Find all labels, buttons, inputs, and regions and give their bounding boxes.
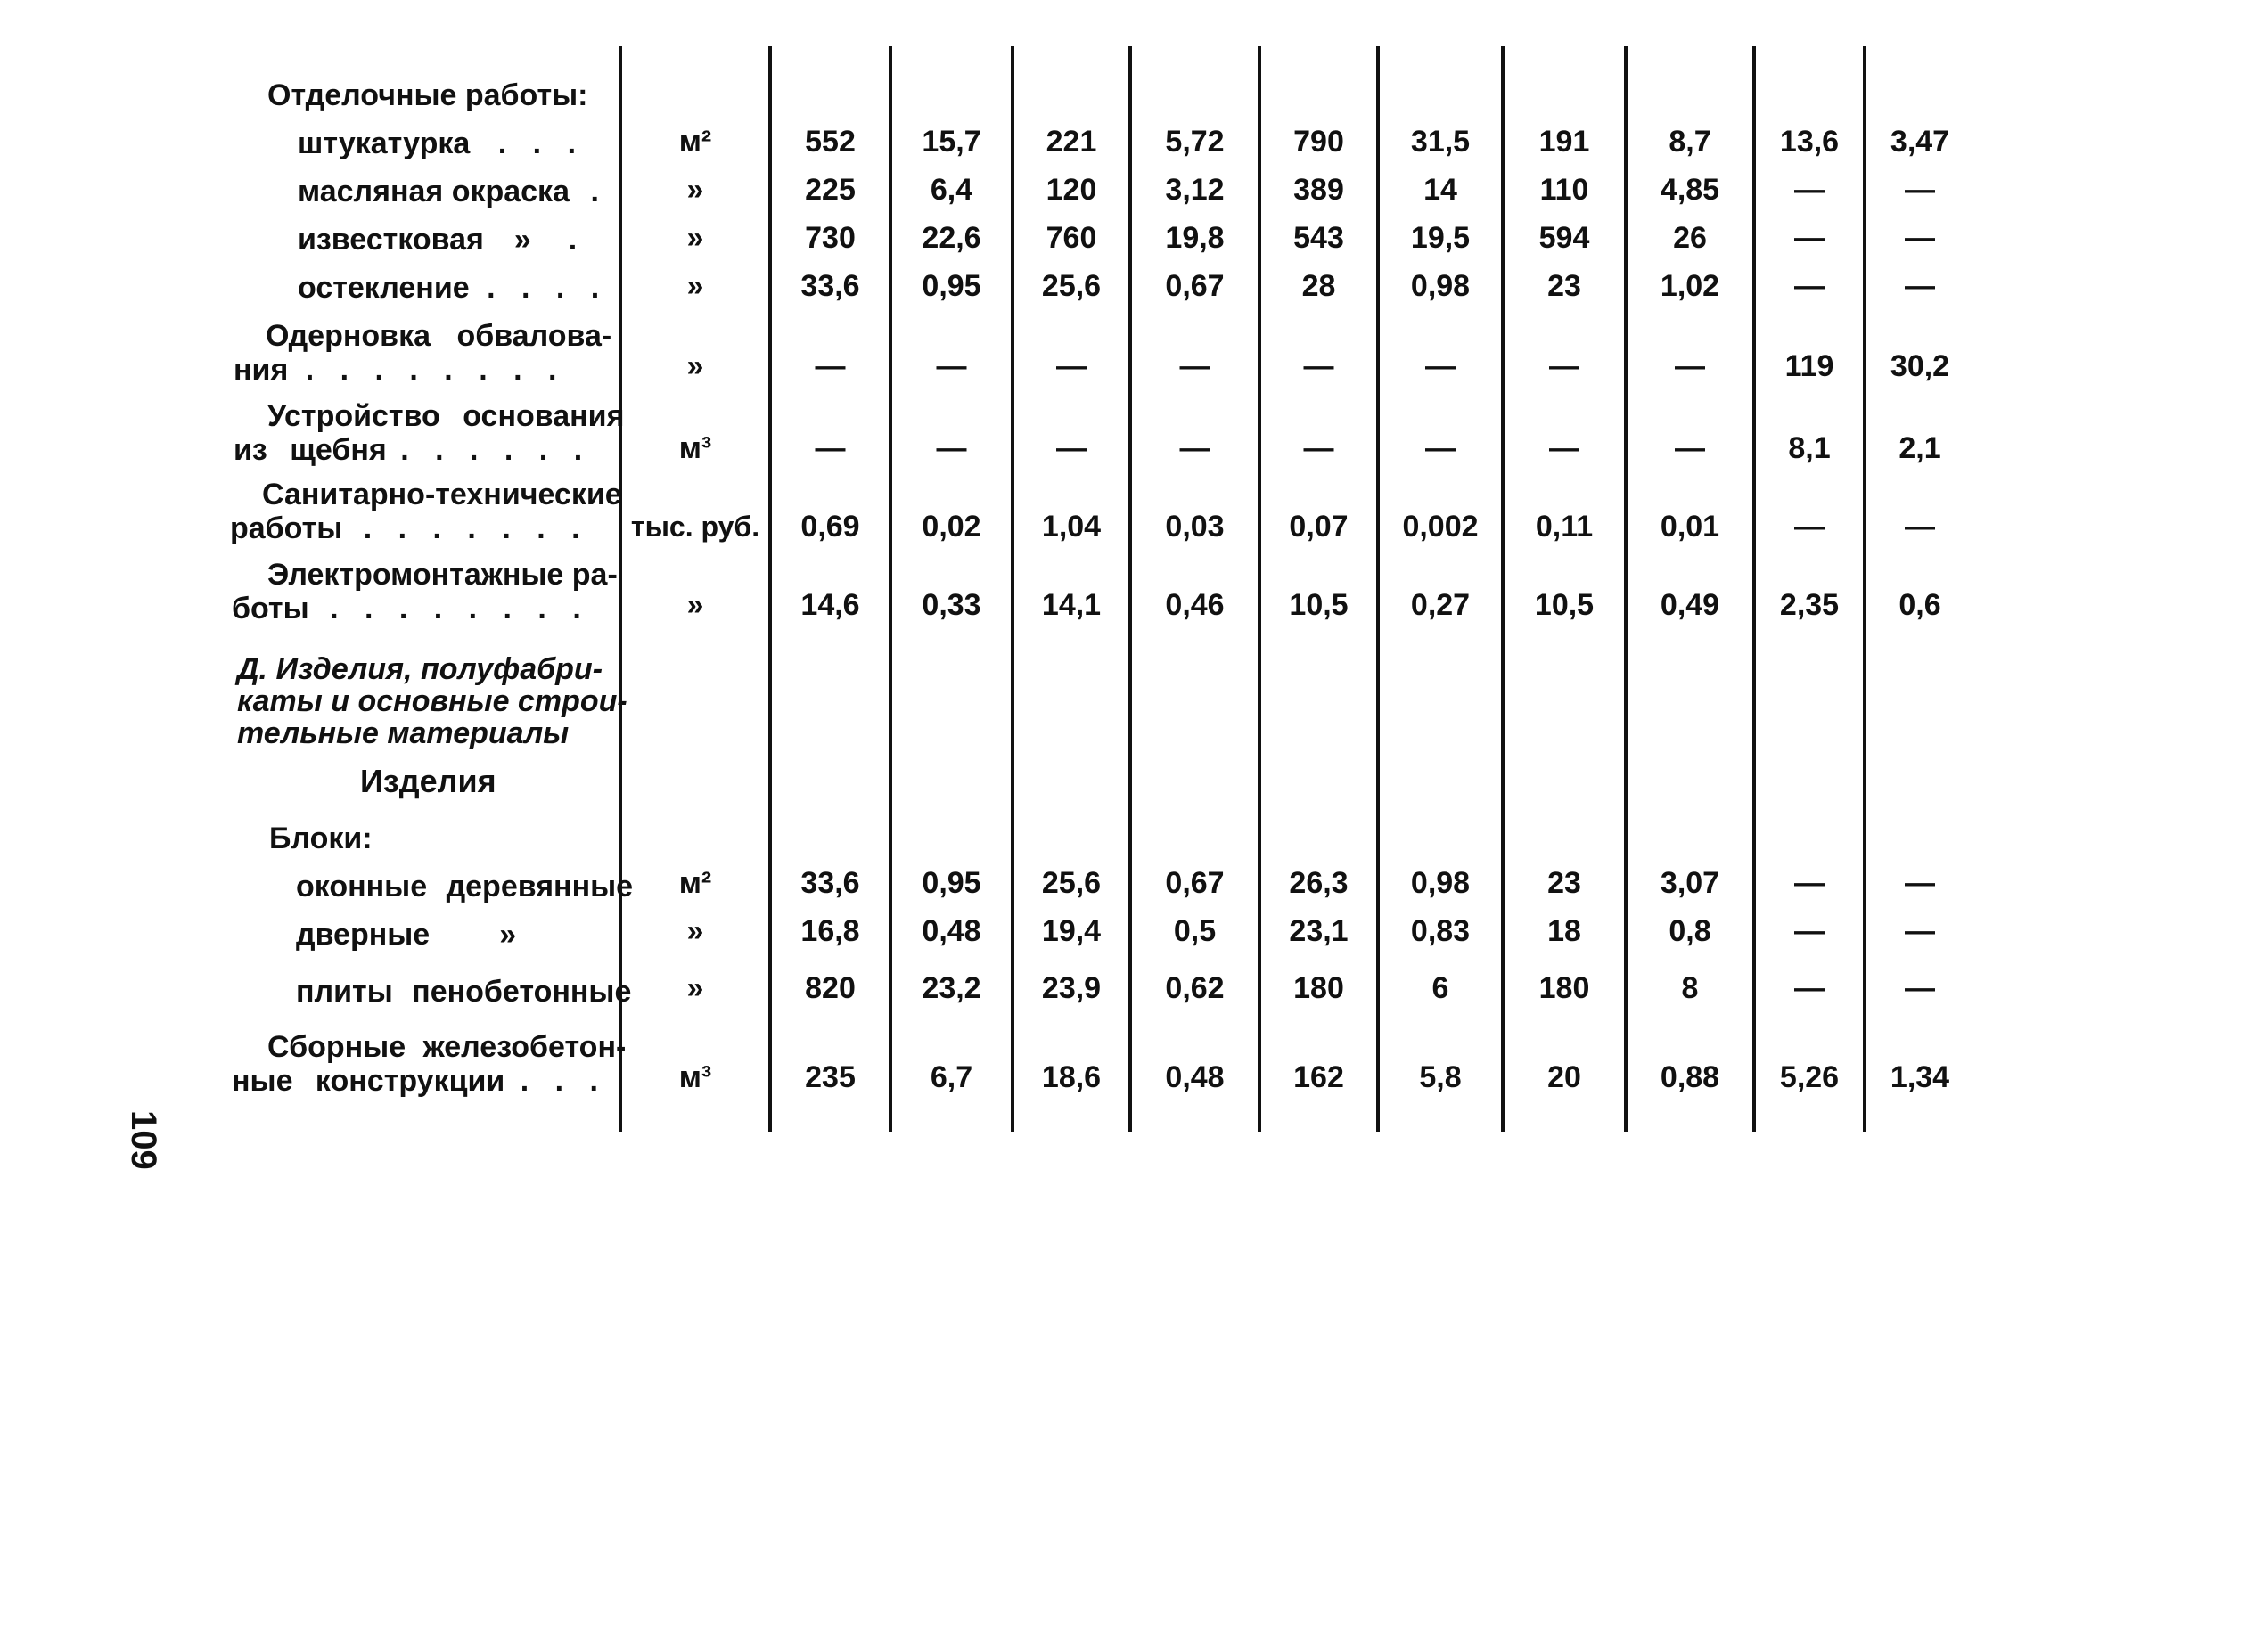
table-cell: 5,8 [1419,1060,1462,1094]
table-cell: 6,4 [930,173,973,207]
table-cell: 225 [805,173,856,207]
table-cell: — [1794,221,1825,255]
row-unit: » [686,173,704,207]
row-label: штукатурка . . . [298,127,586,160]
row-label-line: ные конструкции . . . [232,1064,607,1098]
row-unit: » [686,971,704,1005]
table-cell: — [815,431,846,465]
row-label: остекление . . . . [298,271,609,305]
table-cell: 552 [805,125,856,159]
table-cell: 760 [1046,221,1097,255]
table-cell: 110 [1539,173,1589,207]
table-cell: 8,7 [1669,125,1711,159]
table-cell: — [1905,914,1935,948]
table-cell: 19,4 [1041,914,1102,948]
table-cell: 0,95 [922,866,981,900]
row-unit: » [686,349,704,383]
table-cell: — [1794,914,1825,948]
table-cell: 119 [1784,349,1834,383]
row-unit: тыс. руб. [630,511,760,543]
row-unit: м² [678,125,712,159]
table-cell: 235 [805,1060,856,1094]
table-cell: — [1905,269,1935,303]
table-cell: 23,1 [1289,914,1349,948]
table-cell: 0,69 [800,510,860,544]
section-header-finishing: Отделочные работы: [267,78,588,112]
table-cell: 0,11 [1535,510,1594,544]
table-cell: 33,6 [800,866,860,900]
table-cell: 23 [1547,269,1581,303]
table-cell: 18,6 [1041,1060,1102,1094]
table-cell: 790 [1293,125,1344,159]
table-cell: 2,1 [1898,431,1941,465]
table-cell: — [1056,431,1087,465]
table-cell: 30,2 [1890,349,1950,383]
table-cell: 0,83 [1410,914,1471,948]
table-cell: — [1675,349,1705,383]
table-cell: 0,5 [1173,914,1217,948]
section-header-products-line: каты и основные строи- [237,684,627,718]
table-cell: 23 [1547,866,1581,900]
table-cell: 820 [805,971,856,1005]
row-unit: » [686,269,704,303]
table-cell: 1,02 [1660,269,1720,303]
row-unit: » [686,914,704,948]
table-cell: 0,6 [1898,588,1941,622]
row-label: масляная окраска . [298,175,608,209]
table-cell: 26,3 [1289,866,1349,900]
table-cell: 0,95 [922,269,981,303]
table-cell: 0,98 [1410,866,1471,900]
table-cell: 25,6 [1041,866,1102,900]
table-cell: 730 [805,221,856,255]
section-header-blocks: Блоки: [269,822,373,855]
table-cell: 31,5 [1410,125,1471,159]
table-cell: — [1794,866,1825,900]
table-cell: — [1794,971,1825,1005]
table-cell: 3,07 [1660,866,1720,900]
row-label-line: Устройство основания [267,399,625,433]
table-cell: 25,6 [1041,269,1102,303]
table-cell: 10,5 [1289,588,1349,622]
section-header-products-line: тельные материалы [237,716,570,750]
table-cell: 13,6 [1779,125,1840,159]
table-cell: 5,26 [1779,1060,1840,1094]
table-cell: 162 [1293,1060,1344,1094]
row-label-line: Санитарно-технические [262,478,622,511]
table-cell: — [936,431,967,465]
table-cell: — [815,349,846,383]
table-cell: 20 [1547,1060,1581,1094]
row-unit: м³ [678,431,712,465]
table-cell: 594 [1538,221,1590,255]
table-cell: 0,46 [1165,588,1225,622]
table-cell: — [1549,349,1579,383]
table-cell: 3,47 [1890,125,1950,159]
row-label-line: работы . . . . . . . [230,511,589,545]
table-cell: — [1425,349,1456,383]
table-cell: — [1794,173,1825,207]
row-unit: » [686,588,704,622]
table-cell: 22,6 [922,221,981,255]
table-cell: 0,8 [1669,914,1711,948]
table-cell: 19,5 [1410,221,1471,255]
table-cell: 0,02 [922,510,981,544]
table-cell: 0,67 [1165,866,1225,900]
table-cell: — [936,349,967,383]
table-cell: 0,27 [1410,588,1471,622]
table-cell: 0,07 [1289,510,1349,544]
table-cell: 0,48 [922,914,981,948]
page-number: 109 [124,1110,163,1170]
table-cell: 28 [1301,269,1336,303]
table-cell: 23,2 [922,971,981,1005]
row-label-line: Одерновка обвалова- [266,319,612,353]
table-cell: — [1303,349,1334,383]
row-label: оконные деревянные [296,870,634,904]
table-cell: 0,62 [1165,971,1225,1005]
table-cell: — [1905,971,1935,1005]
table-cell: 543 [1293,221,1344,255]
table-cell: — [1794,510,1825,544]
table-cell: — [1179,349,1210,383]
row-unit: м² [678,866,712,900]
row-unit: м³ [678,1060,712,1094]
table-cell: 0,48 [1165,1060,1225,1094]
section-subheader-products: Изделия [360,763,496,799]
table-cell: 10,5 [1534,588,1595,622]
row-label-line: Сборные железобетон- [267,1030,627,1064]
table-cell: — [1549,431,1579,465]
table-cell: 6 [1431,971,1449,1005]
table-cell: 1,34 [1890,1060,1950,1094]
table-cell: — [1425,431,1456,465]
table-cell: 1,04 [1041,510,1102,544]
table-cell: 33,6 [800,269,860,303]
table-cell: 4,85 [1660,173,1720,207]
row-label: известковая » . [298,223,586,257]
table-cell: 2,35 [1779,588,1840,622]
table-cell: 0,88 [1660,1060,1720,1094]
table-cell: 5,72 [1165,125,1225,159]
table-cell: 19,8 [1165,221,1225,255]
row-label-line: из щебня . . . . . . [234,433,592,467]
table-cell: — [1056,349,1087,383]
row-label-line: ния . . . . . . . . [234,353,566,387]
table-cell: 18 [1547,914,1581,948]
row-label-line: боты . . . . . . . . [232,592,590,626]
table-cell: — [1905,866,1935,900]
row-label-line: Электромонтажные ра- [267,558,618,592]
table-cell: 23,9 [1041,971,1102,1005]
table-cell: 191 [1538,125,1590,159]
table-cell: 120 [1046,173,1097,207]
table-cell: 3,12 [1165,173,1225,207]
table-cell: 6,7 [930,1060,973,1094]
table-cell: — [1303,431,1334,465]
table-cell: — [1905,510,1935,544]
table-cell: 8,1 [1788,431,1831,465]
table-cell: 221 [1046,125,1097,159]
table-cell: 14 [1423,173,1457,207]
table-cell: 16,8 [800,914,860,948]
table-cell: 0,002 [1402,510,1479,544]
table-cell: 389 [1293,173,1344,207]
row-unit: » [686,221,704,255]
table-cell: 180 [1538,971,1590,1005]
table-cell: 26 [1673,221,1707,255]
row-label: дверные » [296,918,517,952]
table-cell: 14,1 [1041,588,1102,622]
table-cell: — [1675,431,1705,465]
table-cell: — [1794,269,1825,303]
table-cell: 0,98 [1410,269,1471,303]
table-cell: 0,67 [1165,269,1225,303]
table-cell: — [1905,221,1935,255]
table-cell: 0,49 [1660,588,1720,622]
table-cell: 180 [1293,971,1344,1005]
section-header-products-line: Д. Изделия, полуфабри- [237,652,603,686]
table-cell: 15,7 [922,125,981,159]
table-cell: 8 [1681,971,1699,1005]
table-cell: 0,33 [922,588,981,622]
table-cell: — [1179,431,1210,465]
row-label: плиты пенобетонные [296,975,632,1009]
table-cell: 0,03 [1165,510,1225,544]
table-cell: 14,6 [800,588,860,622]
table-cell: 0,01 [1660,510,1720,544]
table-cell: — [1905,173,1935,207]
